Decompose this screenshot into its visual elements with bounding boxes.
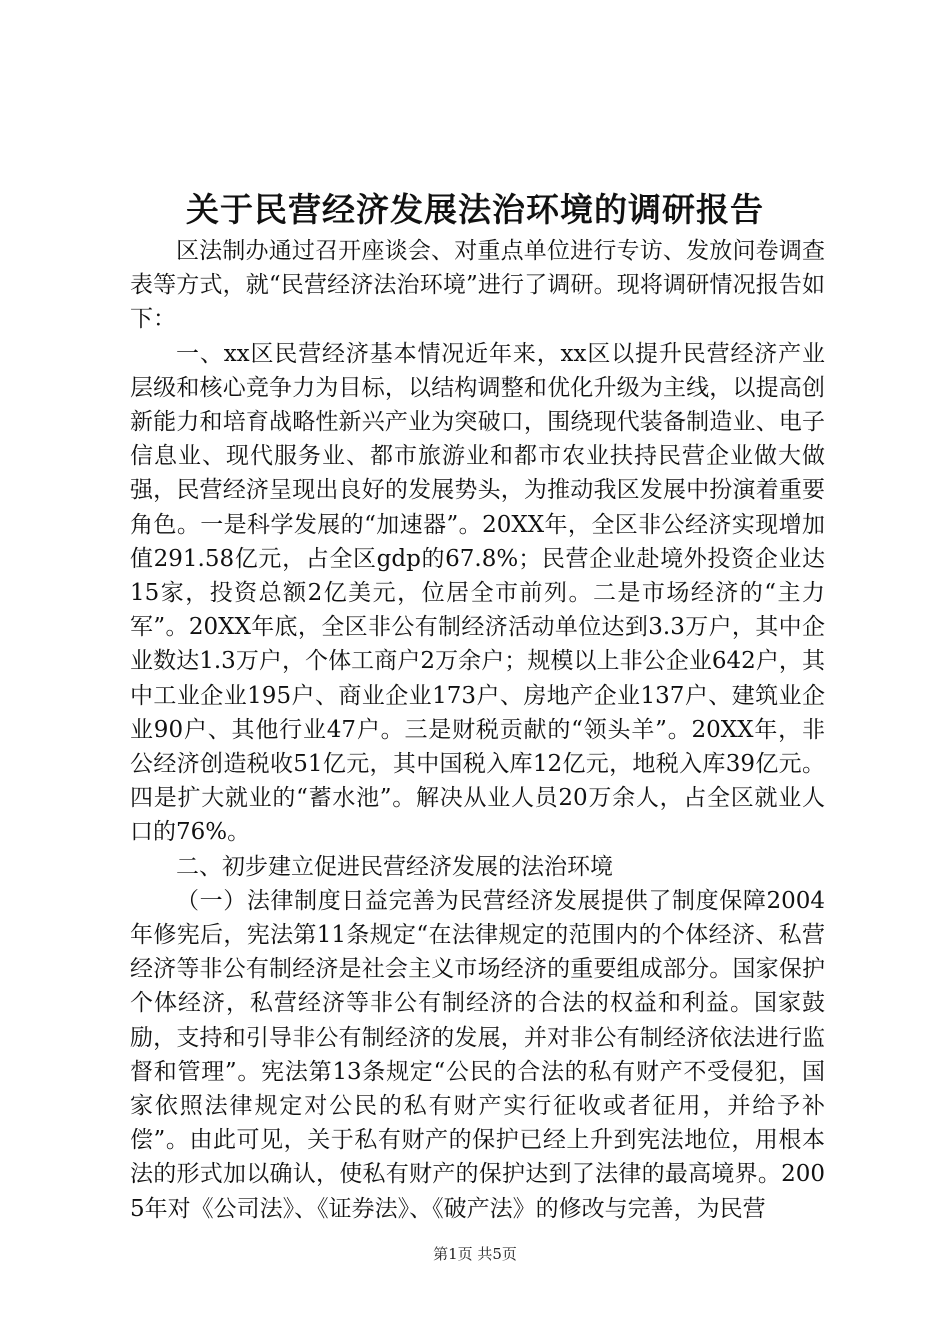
paragraph-section-1: 一、xx区民营经济基本情况近年来，xx区以提升民营经济产业层级和核心竞争力为目标，以结构调整和优化升级为主线，以提高创新能力和培育战略性新兴产业为突破口，围绕现代装备制造业、电子信息业、现代服务业、都市旅游业和都市农业扶持民营企业做大做强，民营经济呈现出良好的发展势头，为推动我区发展中扮演着重要角色。一是科学发展的“加速器”。20XX年，全区非公经济实现增加值291.58亿元，占全区gdp的67.8%；民营企业赴境外投资企业达15家，投资总额2亿美元，位居全市前列。二是市场经济的“主力军”。20XX年底，全区非公有制经济活动单位达到3.3万户，其中企业数达1.3万户，个体工商户2万余户；规模以上非公企业642户，其中工业企业195户、商业企业173户、房地产企业137户、建筑业企业90户、其他行业47户。三是财税贡献的“领头羊”。20XX年，非公经济创造税收51亿元，其中国税入库12亿元，地税入库39亿元。四是扩大就业的“蓄水池”。解决从业人员20万余人，占全区就业人口的76%。 [130, 340, 825, 846]
document-title: 关于民营经济发展法治环境的调研报告 [186, 190, 764, 229]
page-number: 第1页 共5页 [433, 1245, 517, 1263]
paragraph-intro: 区法制办通过召开座谈会、对重点单位进行专访、发放问卷调查表等方式，就“民营经济法治环境”进行了调研。现将调研情况报告如下： [130, 238, 825, 333]
document-body [130, 234, 825, 1226]
paragraph-section-2-heading: 二、初步建立促进民营经济发展的法治环境 [176, 853, 613, 880]
paragraph-subsection-1: （一）法律制度日益完善为民营经济发展提供了制度保障2004年修宪后，宪法第11条规定“在法律规定的范围内的个体经济、私营经济等非公有制经济是社会主义市场经济的重要组成部分。国家保护个体经济，私营经济等非公有制经济的合法的权益和利益。国家鼓励，支持和引导非公有制经济的发展，并对非公有制经济依法进行监督和管理”。宪法第13条规定“公民的合法的私有财产不受侵犯，国家依照法律规定对公民的私有财产实行征收或者征用，并给予补偿”。由此可见，关于私有财产的保护已经上升到宪法地位，用根本法的形式加以确认，使私有财产的保护达到了法律的最高境界。2005年对《公司法》、《证券法》、《破产法》的修改与完善，为民营 [130, 887, 825, 1222]
